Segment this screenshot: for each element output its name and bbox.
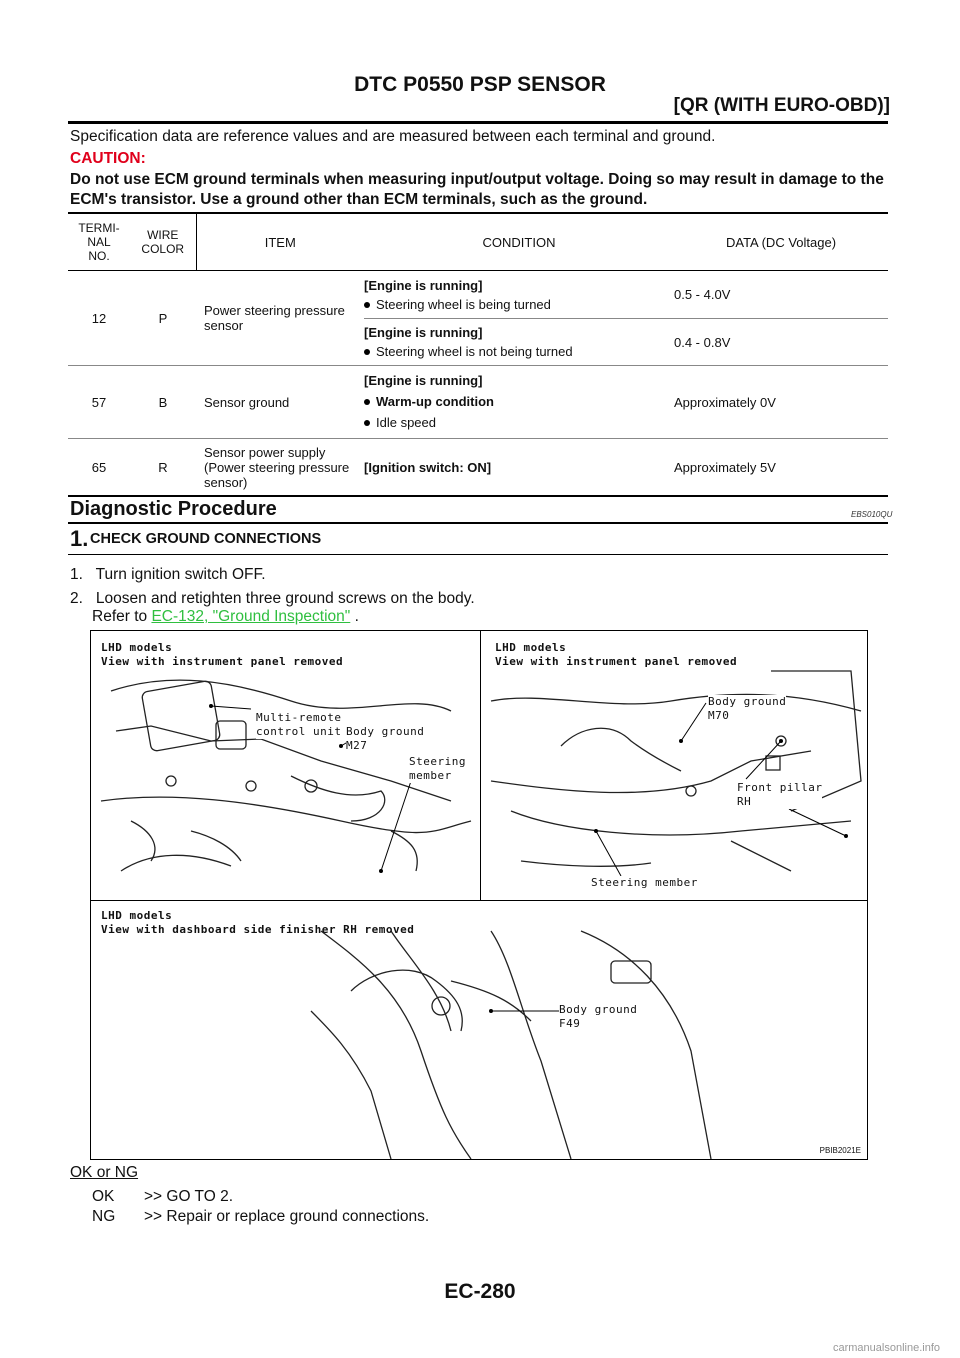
- figure-id: PBIB2021E: [819, 1146, 861, 1155]
- header-data: DATA (DC Voltage): [674, 213, 888, 271]
- result-key: NG: [92, 1208, 116, 1225]
- bullet-text: Steering wheel is being turned: [376, 297, 551, 312]
- figure-divider: [91, 900, 867, 901]
- caution-label: CAUTION:: [70, 150, 146, 167]
- panel-title: LHD models View with instrument panel removed: [101, 641, 344, 668]
- cell-data: Approximately 5V: [674, 439, 888, 497]
- bullet-text: Idle speed: [376, 415, 436, 430]
- ok-ng-label: OK or NG: [70, 1164, 139, 1181]
- condition-bullet: [364, 344, 674, 359]
- cell-terminal: 12: [68, 271, 130, 366]
- bullet-icon: [364, 302, 370, 308]
- condition-head: [Engine is running]: [364, 278, 483, 293]
- section-heading: Diagnostic Procedure: [70, 498, 277, 520]
- header-rule: [68, 121, 888, 124]
- figure-divider: [480, 631, 481, 900]
- cell-wire: B: [158, 394, 168, 410]
- cell-condition: [364, 271, 674, 319]
- table-row: [68, 439, 888, 497]
- spec-note: Specification data are reference values and are measured between each terminal and ground.: [70, 128, 716, 145]
- cell-data: 0.4 - 0.8V: [674, 319, 888, 366]
- cell-item: Sensor power supply (Power steering pressure sensor): [196, 439, 364, 497]
- annotation-multi-remote: Multi-remote control unit: [256, 711, 342, 738]
- page-title: DTC P0550 PSP SENSOR: [354, 73, 606, 96]
- bullet-icon: [364, 349, 370, 355]
- bullet-icon: [364, 420, 370, 426]
- table-header-row: [68, 213, 888, 271]
- watermark: carmanualsonline.info: [832, 1342, 940, 1354]
- cell-data: Approximately 0V: [674, 394, 776, 410]
- header-item: ITEM: [196, 213, 364, 271]
- result-ng: [92, 1208, 429, 1226]
- condition-bullet: [364, 394, 674, 409]
- header-condition: CONDITION: [364, 213, 674, 271]
- list-item: 1. Turn ignition switch OFF.: [70, 566, 266, 583]
- annotation-body-ground-f49: Body ground F49: [559, 1003, 638, 1030]
- list-item: 2. Loosen and retighten three ground screws on the body.: [70, 590, 475, 607]
- condition-bullet: [364, 297, 674, 312]
- panel-title: LHD models View with instrument panel removed: [495, 641, 738, 668]
- annotation-body-ground-m27: Body ground M27: [346, 725, 425, 752]
- result-key: OK: [92, 1188, 115, 1205]
- cell-item: Sensor ground: [204, 394, 290, 410]
- ground-location-figure: [90, 630, 868, 1160]
- panel-title: LHD models View with dashboard side finisher RH removed: [101, 909, 415, 936]
- annotation-steering-member-2: Steering member: [591, 876, 698, 889]
- result-text: >> GO TO 2.: [144, 1188, 234, 1205]
- table-row: [68, 271, 888, 319]
- cell-terminal: 57: [91, 394, 107, 410]
- page-number: EC-280: [444, 1280, 516, 1303]
- bullet-text: Warm-up condition: [376, 394, 494, 409]
- table-row: [68, 366, 888, 439]
- condition-bullet: [364, 415, 674, 430]
- annotation-steering-member: Steering member: [409, 755, 466, 782]
- cell-wire: P: [130, 271, 196, 366]
- step-title: CHECK GROUND CONNECTIONS: [90, 531, 322, 547]
- page-subtitle: [QR (WITH EURO-OBD)]: [673, 95, 890, 116]
- header-terminal: TERMI- NAL NO.: [68, 213, 130, 271]
- refer-line: [92, 608, 359, 626]
- condition-head: [Engine is running]: [364, 373, 483, 388]
- cell-data: 0.5 - 4.0V: [674, 287, 731, 302]
- bullet-text: Steering wheel is not being turned: [376, 344, 573, 359]
- header-wire-color: WIRE COLOR: [130, 213, 196, 271]
- cell-terminal: 65: [68, 439, 130, 497]
- section-code: EBS010QU: [851, 510, 893, 519]
- caution-text: Do not use ECM ground terminals when measuring input/output voltage. Doing so may result in damage to the ECM's transistor. Use a ground other than ECM terminals, such as the ground.: [70, 171, 884, 208]
- terminal-data-table: [68, 212, 888, 497]
- refer-prefix: Refer to: [92, 608, 152, 625]
- step-rule: [68, 554, 888, 555]
- cell-wire: R: [130, 439, 196, 497]
- annotation-body-ground-m70: Body ground M70: [708, 695, 787, 722]
- result-ok: [92, 1188, 233, 1206]
- cell-condition: [364, 366, 674, 439]
- cell-item: Power steering pressure sensor: [196, 271, 364, 366]
- ground-inspection-link[interactable]: EC-132, "Ground Inspection": [151, 608, 351, 625]
- bullet-icon: [364, 399, 370, 405]
- refer-suffix: .: [350, 608, 359, 625]
- section-rule: [68, 522, 888, 524]
- condition-head: [Engine is running]: [364, 325, 483, 340]
- cell-condition: [364, 319, 674, 366]
- cell-condition: [Ignition switch: ON]: [364, 439, 674, 497]
- step-number: 1.: [70, 526, 89, 551]
- annotation-front-pillar: Front pillar RH: [737, 781, 823, 808]
- result-text: >> Repair or replace ground connections.: [144, 1208, 430, 1225]
